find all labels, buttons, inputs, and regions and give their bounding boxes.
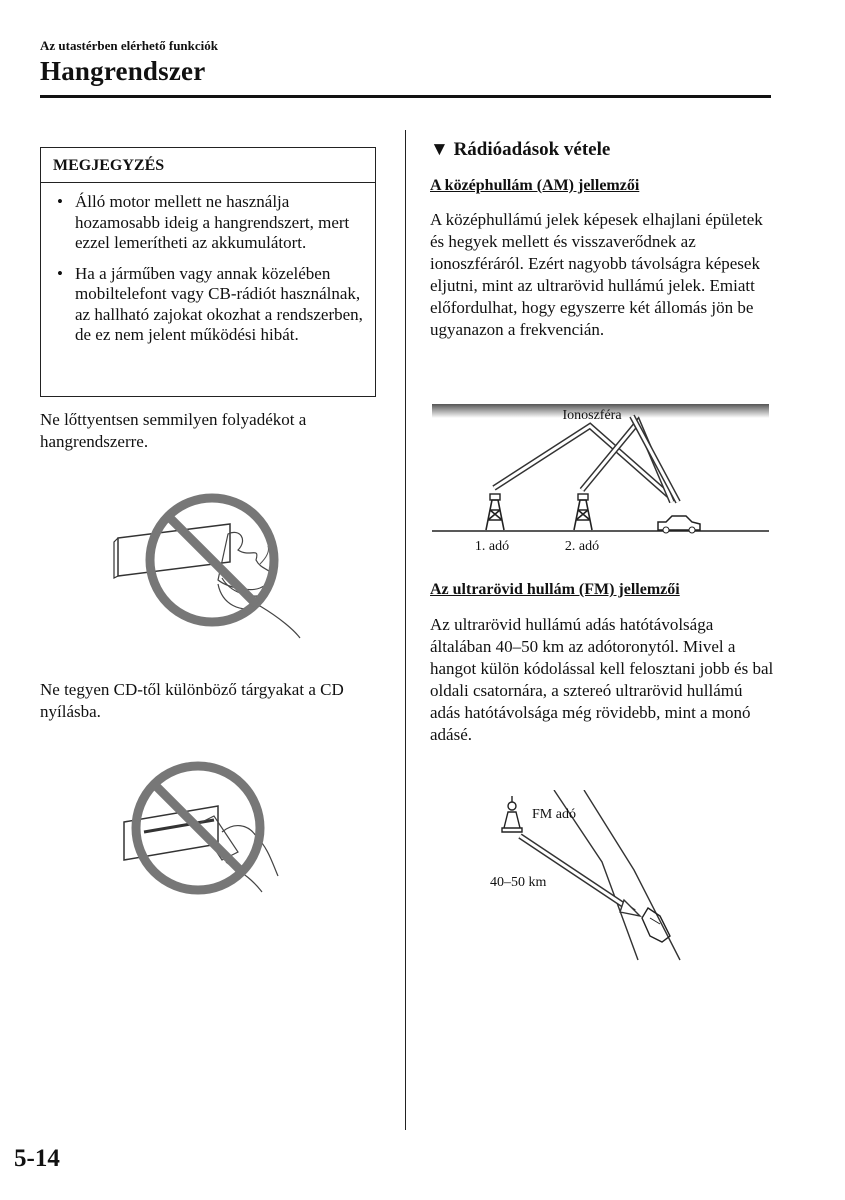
triangle-down-icon: ▼ — [430, 139, 449, 160]
page-number: 5-14 — [14, 1145, 60, 1172]
station1-label: 1. adó — [474, 539, 510, 554]
bullet-icon: • — [57, 192, 63, 211]
bullet-icon: • — [57, 263, 63, 283]
note-item-text: Álló motor mellett ne használja hozamosabb ideig a hangrendszert, mert ezzel lemerítheti az akkumulátort. — [75, 192, 350, 252]
station2-label: 2. adó — [564, 539, 600, 554]
am-subheading: A középhullám (AM) jellemzői — [430, 177, 640, 194]
page-title: Hangrendszer — [40, 56, 206, 86]
note-item — [41, 264, 375, 346]
note-item — [41, 192, 375, 254]
section-heading — [430, 139, 610, 161]
ionosphere-label: Ionoszféra — [562, 408, 622, 423]
fm-subheading: Az ultrarövid hullám (FM) jellemzői — [430, 581, 680, 598]
tower-icon — [486, 494, 504, 530]
liquid-warning-text: Ne lőttyentsen semmilyen folyadékot a hangrendszerre. — [40, 410, 307, 451]
section-heading-text: Rádióadások vétele — [453, 139, 611, 160]
cd-warning-text: Ne tegyen CD-től különböző tárgyakat a CD nyílásba. — [40, 680, 344, 721]
distance-label: 40–50 km — [490, 875, 547, 890]
note-heading: MEGJEGYZÉS — [41, 148, 375, 183]
no-object-illustration — [118, 752, 288, 902]
road-edge — [584, 790, 680, 960]
am-paragraph: A középhullámú jelek képesek elhajlani épületek és hegyek mellett és visszaverődnek az ionoszféráról. Ezért nagyobb távolságra képesek eljutni, mint az ultrarövid hullámú jelek. Emiatt előfordulhat, hogy egyszerre két állomás jön be ugyanazon a frekvencián. — [430, 210, 763, 339]
no-liquid-illustration — [110, 488, 310, 648]
am-propagation-diagram — [432, 400, 772, 560]
note-list — [41, 192, 375, 356]
fm-station-label: FM adó — [532, 807, 576, 822]
note-item-text: Ha a járműben vagy annak közelében mobiltelefont vagy CB-rádiót használnak, az hallható zajokat okozhat a rendszerben, de ez nem jelent működési hibát. — [75, 263, 363, 344]
fm-tower-icon — [502, 796, 522, 832]
note-box — [40, 147, 376, 397]
car-icon — [658, 516, 700, 533]
car-icon — [642, 908, 670, 942]
section-kicker: Az utastérben elérhető funkciók — [40, 38, 219, 53]
fm-paragraph: Az ultrarövid hullámú adás hatótávolsága általában 40–50 km az adótoronytól. Mivel a hangot külön kódolással kell felosztani jobb és bal oldali csatornára, a sztereó ultrarövid hullámú adás hatótávolsága még rövidebb, mint a monó adásé. — [430, 615, 774, 744]
tower-icon — [574, 494, 592, 530]
fm-range-diagram — [484, 790, 704, 970]
title-rule — [40, 95, 771, 98]
column-divider — [405, 130, 406, 1130]
